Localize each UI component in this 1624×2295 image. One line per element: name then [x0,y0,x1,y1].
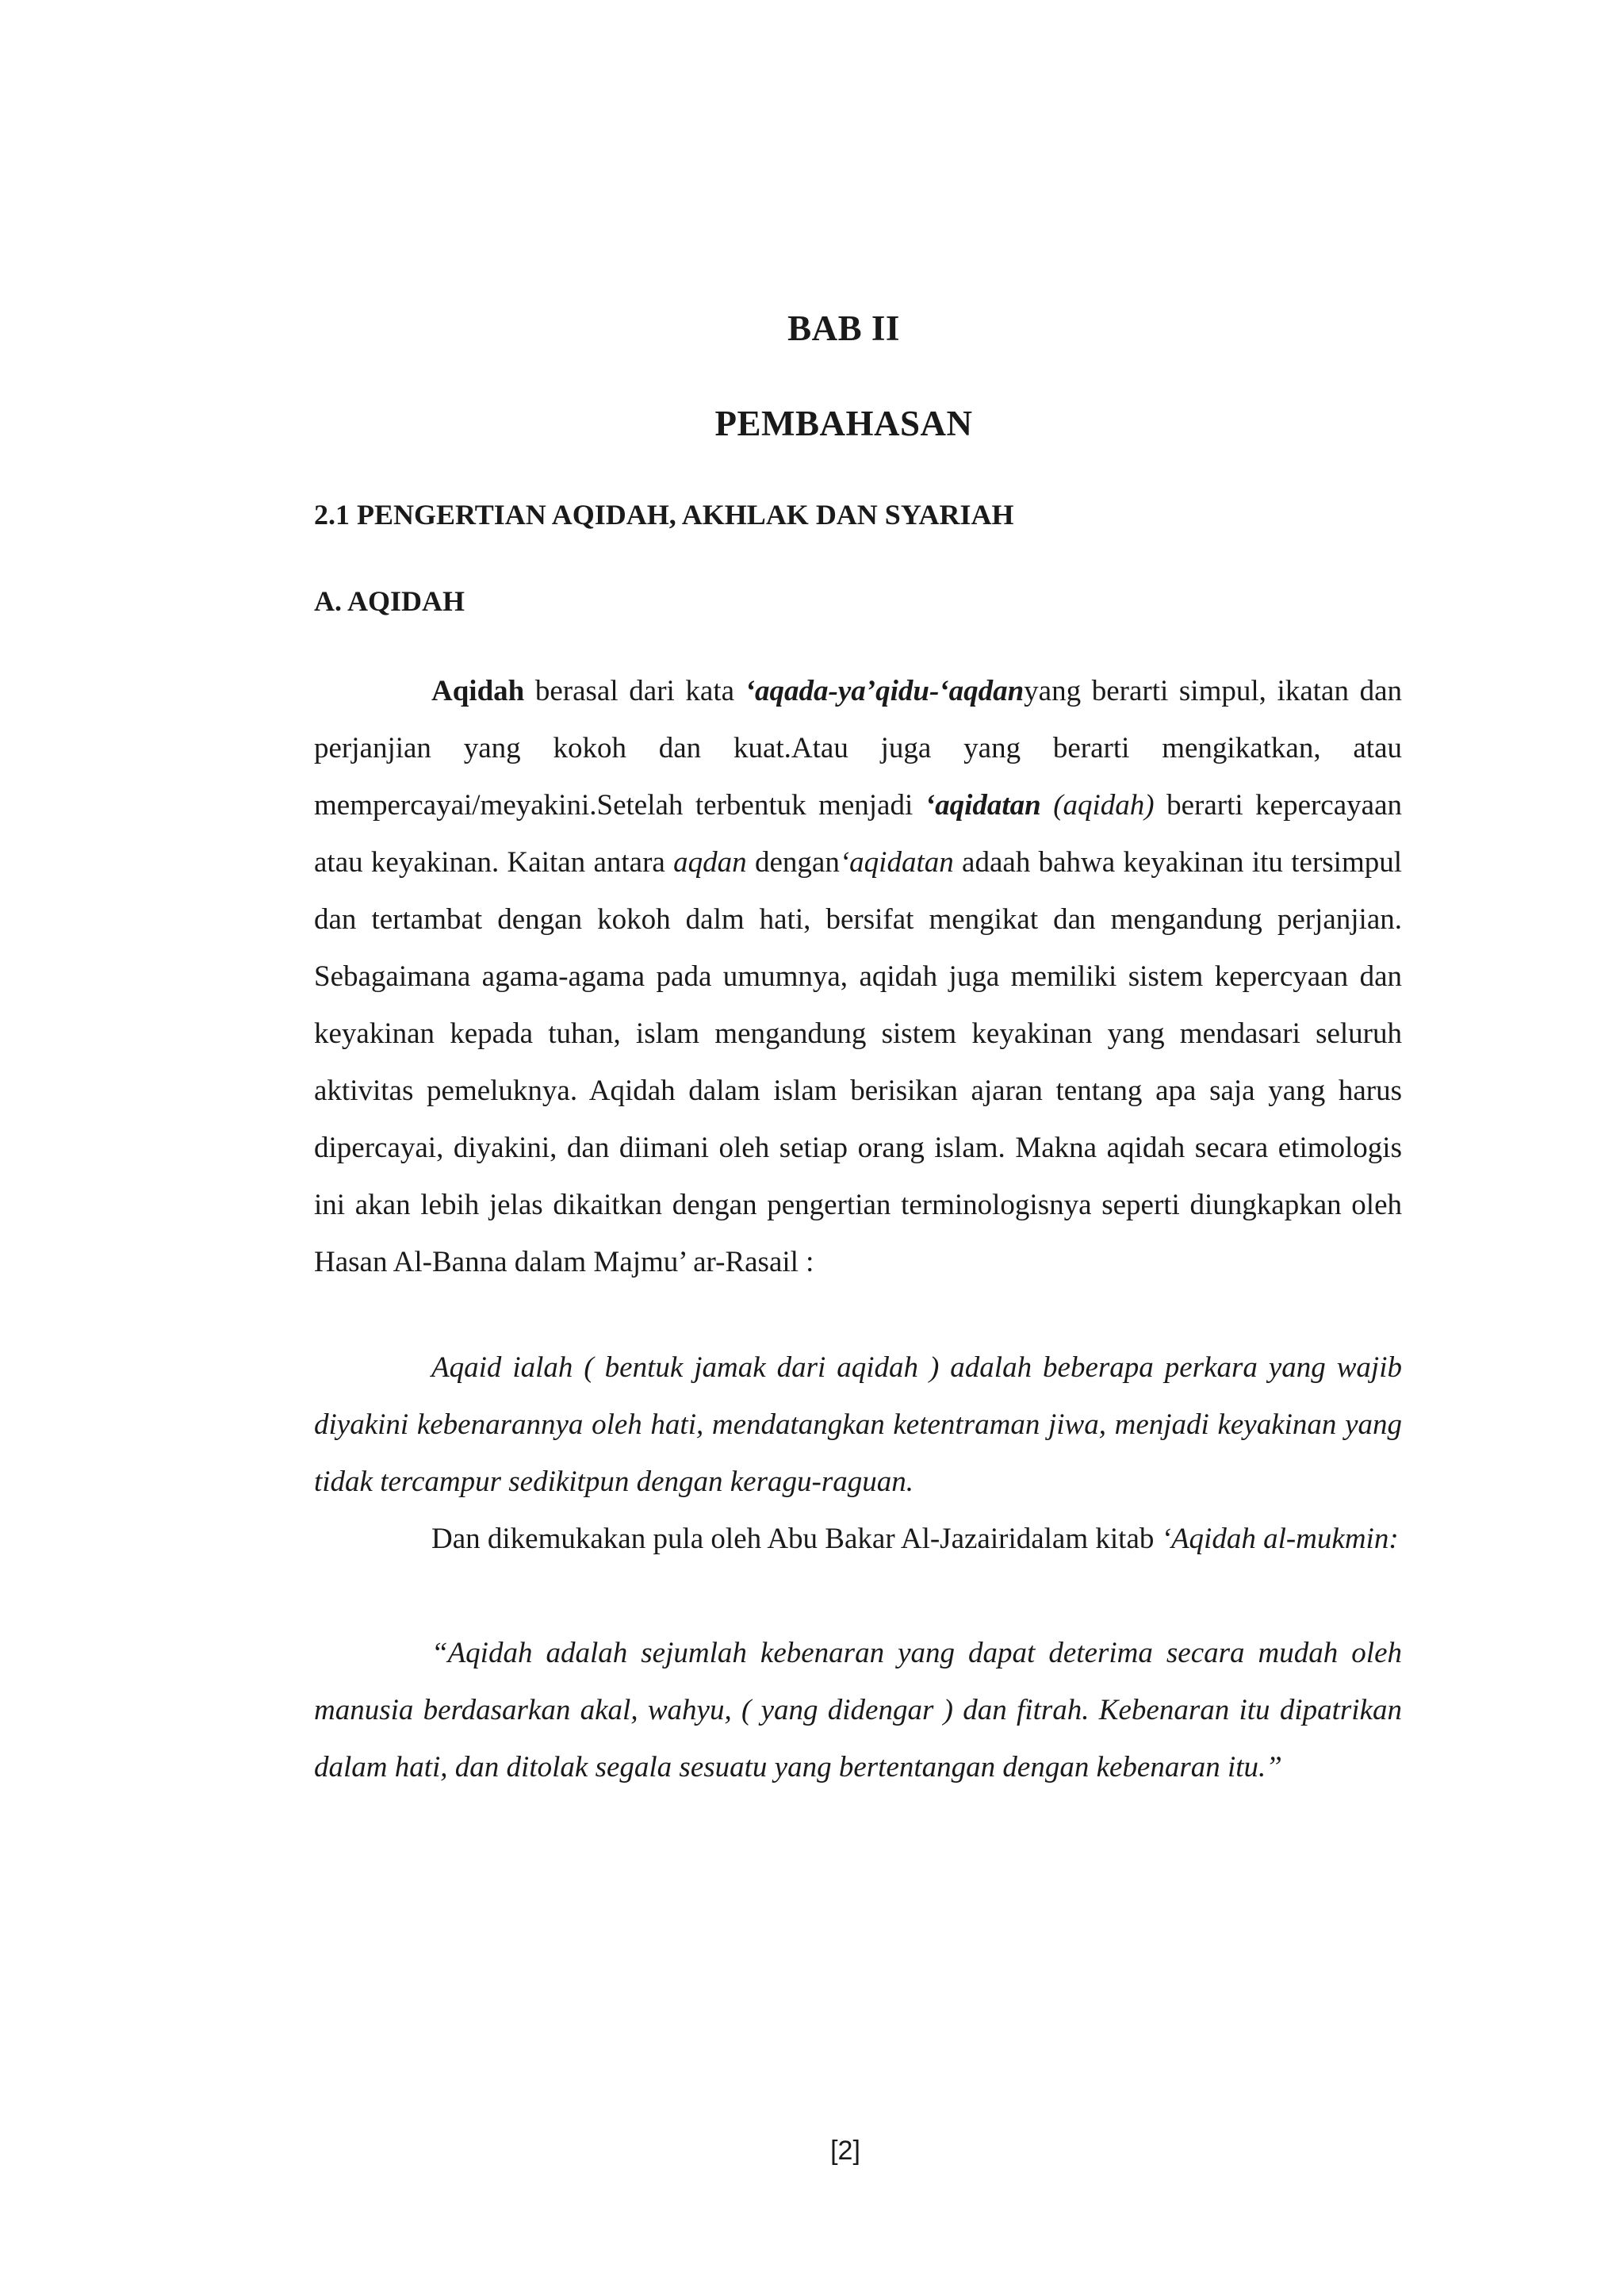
paragraph-text: adaah bahwa keyakinan itu tersimpul dan tertambat dengan kokoh dalm hati, bersifat mengikat dan mengandung perjanjian. Sebagaimana agama-agama pada umumnya, aqidah juga memiliki sistem kepercyaan dan keyakinan kepada tuhan, islam mengandung sistem keyakinan yang mendasari seluruh aktivitas pemeluknya. Aqidah dalam islam berisikan ajaran tentang apa saja yang harus dipercayai, diyakini, dan diimani oleh setiap orang islam. Makna aqidah secara etimologis ini akan lebih jelas dikaitkan dengan pengertian terminologisnya seperti diungkapkan oleh Hasan Al-Banna dalam Majmu’ ar-Rasail : [314,846,1402,1278]
quote-aqidah-al-mukmin [314,1625,1402,1796]
kitab-title: ‘Aqidah al-mukmin: [1161,1523,1399,1555]
term-aqidah: Aqidah [431,675,525,707]
paragraph-abu-bakar [314,1511,1402,1568]
term-aqdan: aqdan [673,846,747,879]
paragraph-text: berarti kepercayaan atau keyakinan. Kaitan antara [314,789,1403,879]
quote-text: “Aqidah adalah sejumlah kebenaran yang dapat deterima secara mudah oleh manusia berdasarkan akal, wahyu, ( yang didengar ) dan fitrah. Kebenaran itu dipatrikan dalam hati, dan ditolak segala sesuatu yang bertentangan dengan kebenaran itu.” [314,1637,1402,1784]
paragraph-text [1041,789,1053,822]
paragraph-text: dengan [746,846,840,879]
quote-text: Aqaid ialah ( bentuk jamak dari aqidah ) adalah beberapa perkara yang wajib diyakini kebenarannya oleh hati, mendatangkan ketentraman jiwa, menjadi keyakinan yang tidak tercampur sedikitpun dengan keragu-raguan. [314,1351,1402,1498]
page-number: [2] [830,2136,860,2166]
term-aqidatan-2: ‘aqidatan [839,846,954,879]
term-aqidah-paren: (aqidah) [1053,789,1155,822]
arabic-root-word: ‘aqada-ya’qidu-‘aqdan [745,675,1025,707]
sub-heading: A. AQIDAH [314,585,465,617]
chapter-label: BAB II [787,308,900,348]
paragraph-text: yang berarti simpul, ikatan dan perjanjian yang kokoh dan kuat.Atau juga yang berarti mengikatkan, atau mempercayai/meyakini.Setelah terbentuk menjadi [314,675,1402,822]
paragraph-text: berasal dari kata [524,675,745,707]
chapter-title: PEMBAHASAN [714,404,973,443]
paragraph-aqidah-definition [314,663,1402,1291]
section-heading: 2.1 PENGERTIAN AQIDAH, AKHLAK DAN SYARIAH [314,499,1014,531]
quote-hasan-al-banna [314,1339,1402,1511]
term-aqidatan: ‘aqidatan [925,789,1041,822]
paragraph-text: Dan dikemukakan pula oleh Abu Bakar Al-Jazairidalam kitab [431,1523,1162,1555]
